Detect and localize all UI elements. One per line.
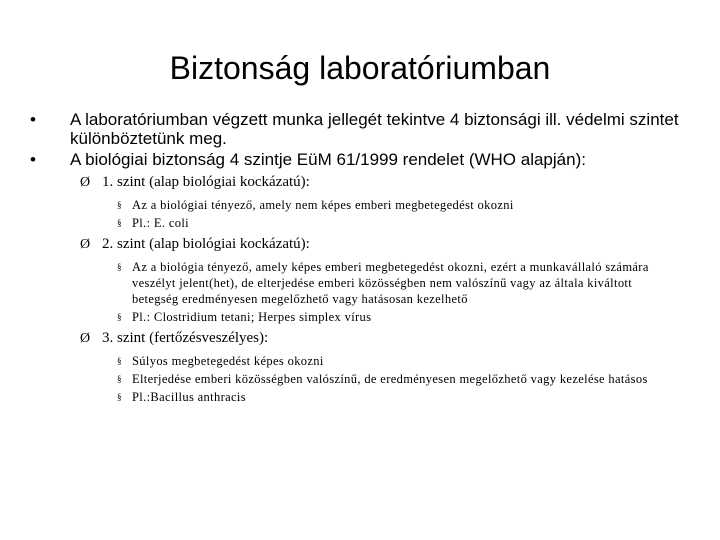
- level-heading-text: 2. szint (alap biológiai kockázatú):: [102, 236, 310, 252]
- bullet-marker: •: [30, 150, 36, 169]
- bullet-marker: •: [30, 110, 36, 129]
- level-item: [26, 259, 672, 307]
- square-bullet-icon: §: [117, 356, 122, 366]
- arrow-bullet-icon: Ø: [80, 331, 91, 346]
- bullet-text: A laboratóriumban végzett munka jellegét tekintve 4 biztonsági ill. védelmi szintet különböztetünk meg.: [70, 110, 679, 148]
- bullet-item: [26, 150, 706, 169]
- level-heading: [26, 174, 706, 191]
- slide-body: [26, 110, 706, 405]
- bullet-item: [26, 110, 706, 148]
- level-item: [26, 389, 672, 405]
- level-item: [26, 215, 672, 231]
- square-bullet-icon: §: [117, 374, 122, 384]
- level-item-text: Pl.: Clostridium tetani; Herpes simplex vírus: [132, 310, 372, 324]
- level-heading: [26, 330, 706, 347]
- arrow-bullet-icon: Ø: [80, 175, 91, 190]
- level-heading-text: 3. szint (fertőzésveszélyes):: [102, 330, 269, 346]
- square-bullet-icon: §: [117, 392, 122, 402]
- level-item-text: Az a biológia tényező, amely képes emberi megbetegedést okozni, ezért a munkavállaló számára veszélyt jelent(het), de elterjedése emberi közösségben nem valószínű vagy az általa kiváltott betegség eredményesen megelőzhető vagy hatásosan kezelhető: [132, 260, 649, 306]
- level-heading: [26, 236, 706, 253]
- slide-title: Biztonság laboratóriumban: [169, 50, 551, 86]
- square-bullet-icon: §: [117, 262, 122, 272]
- level-item: [26, 197, 672, 213]
- square-bullet-icon: §: [117, 312, 122, 322]
- level-item-text: Súlyos megbetegedést képes okozni: [132, 354, 324, 368]
- square-bullet-icon: §: [117, 200, 122, 210]
- level-item: [26, 371, 672, 387]
- level-item: [26, 309, 672, 325]
- level-item-text: Pl.: E. coli: [132, 216, 189, 230]
- square-bullet-icon: §: [117, 218, 122, 228]
- bullet-text: A biológiai biztonság 4 szintje EüM 61/1999 rendelet (WHO alapján):: [70, 150, 586, 169]
- level-item-text: Elterjedése emberi közösségben valószínű, de eredményesen megelőzhető vagy kezelése hatásos: [132, 372, 648, 386]
- level-heading-text: 1. szint (alap biológiai kockázatú):: [102, 174, 310, 190]
- level-item-text: Az a biológiai tényező, amely nem képes emberi megbetegedést okozni: [132, 198, 514, 212]
- arrow-bullet-icon: Ø: [80, 237, 91, 252]
- level-item-text: Pl.:Bacillus anthracis: [132, 390, 246, 404]
- level-item: [26, 353, 672, 369]
